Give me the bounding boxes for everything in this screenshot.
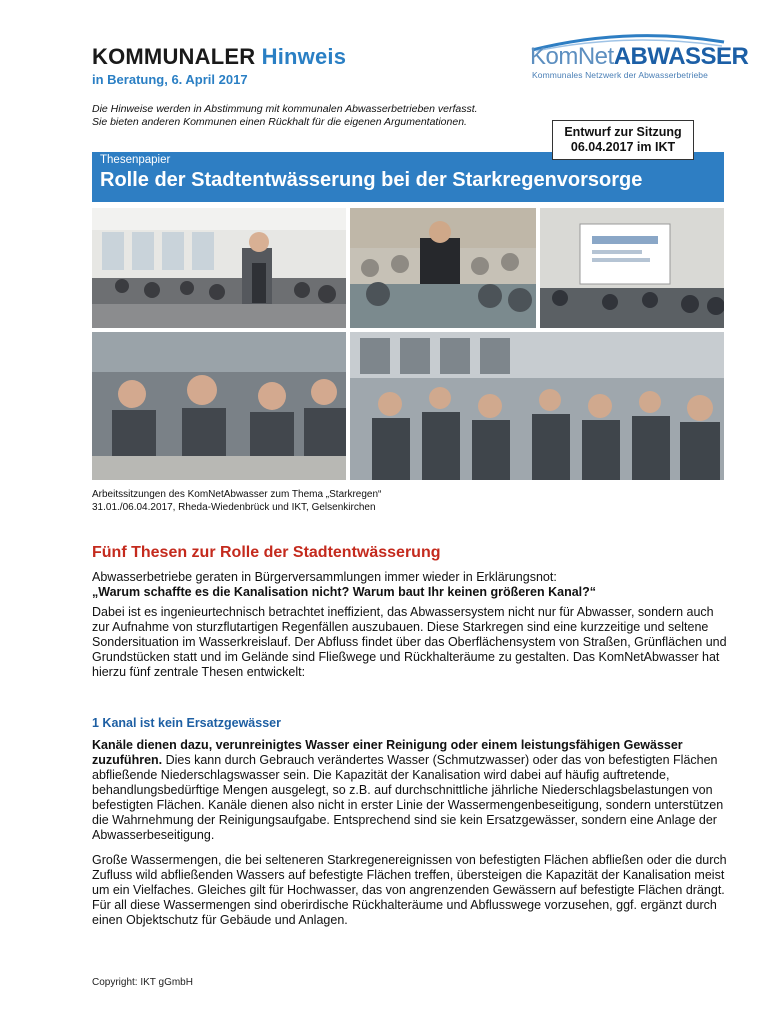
document-title <box>92 44 346 70</box>
paragraph-efficiency: Dabei ist es ingenieurtechnisch betrachtet ineffizient, das Abwassersystem nicht nur für Abwasser, sondern auch zur Aufnahme von sturzflutartigen Regenfällen auszubauen. Diese Starkregen sind eine kurzzeitige und seltene Sondersituation im Wasserkreislauf. Der Abfluss findet über das Oberflächensystem von Straßen, Grünflächen und Grundstücken statt und im Gelände sind Fließwege und Rückhalteräume zu gestalten. Das KomNetAbwasser hat hierzu fünf zentrale Thesen entwickelt: <box>92 605 727 679</box>
logo-part-komnet: KomNet <box>530 43 614 70</box>
thesis-1-bold-lead: Kanäle dienen dazu, verunreinigtes Wasser einer Reinigung oder einem leistungsfähigen Gewässer zuzuführen. <box>92 738 683 767</box>
logo-part-abwasser: ABWASSER <box>613 43 749 70</box>
document-subtitle: in Beratung, 6. April 2017 <box>92 72 248 87</box>
copyright-footer: Copyright: IKT gGmbH <box>92 977 193 988</box>
intro-line-2: Sie bieten anderen Kommunen einen Rückhalt für die eigenen Argumentationen. <box>92 116 467 128</box>
caption-line-1: Arbeitssitzungen des KomNetAbwasser zum Thema „Starkregen“ <box>92 489 382 500</box>
thesis-1-title: 1 Kanal ist kein Ersatzgewässer <box>92 716 281 730</box>
photo-meeting-speaker <box>92 208 346 328</box>
draft-line-1: Entwurf zur Sitzung <box>564 125 682 139</box>
photo-meeting-presentation <box>540 208 724 328</box>
photo-meeting-audience <box>350 332 724 480</box>
logo-tagline: Kommunales Netzwerk der Abwasserbetriebe <box>532 70 708 80</box>
title-part-kommunaler: KOMMUNALER <box>92 44 256 69</box>
banner-label: Thesenpapier <box>100 154 171 166</box>
paragraph-intro-text: Abwasserbetriebe geraten in Bürgerversammlungen immer wieder in Erklärungsnot: <box>92 570 557 584</box>
photo-meeting-officer <box>350 208 536 328</box>
caption-line-2: 31.01./06.04.2017, Rheda-Wiedenbrück und IKT, Gelsenkirchen <box>92 502 376 513</box>
draft-notice-box <box>552 120 694 160</box>
paragraph-intro <box>92 570 732 600</box>
intro-line-1: Die Hinweise werden in Abstimmung mit kommunalen Abwasserbetrieben verfasst. <box>92 103 478 115</box>
question-bold: „Warum schaffte es die Kanalisation nicht? Warum baut Ihr keinen größeren Kanal?“ <box>92 585 597 599</box>
logo-wordmark <box>530 44 748 70</box>
draft-line-2: 06.04.2017 im IKT <box>570 140 676 154</box>
photo-meeting-discussion <box>92 332 346 480</box>
title-part-hinweis: Hinweis <box>261 44 347 69</box>
banner-title: Rolle der Stadtentwässerung bei der Starkregenvorsorge <box>100 169 643 191</box>
paragraph-intro-question <box>92 585 732 600</box>
section-title: Fünf Thesen zur Rolle der Stadtentwässerung <box>92 544 441 561</box>
intro-note <box>92 103 552 129</box>
thesis-1-paragraph <box>92 738 732 843</box>
thesis-1-text: Dies kann durch Gebrauch verändertes Wasser (Schmutzwasser) oder das von befestigten Flächen abfließende Niederschlagswasser sein. Die Kapazität der Kanalisation wird dabei auf häufig auftretende, behandlungsbedürftige Mengen ausgelegt, so z.B. auf durchschnittliche jährliche Niederschlagsbelastungen von befestigten Flächen. Kanäle dienen also nicht in erster Linie der Wassermengenbeseitigung, sondern unterstützen die Wahrnehmung der Reinigungsaufgabe. Entsprechend sind sie kein Ersatzgewässer, sondern eine Anlage der Abwasserbeseitigung. <box>92 753 724 842</box>
photo-caption <box>92 488 381 514</box>
thesis-1-paragraph-2: Große Wassermengen, die bei selteneren Starkregenereignissen von befestigten Flächen abfließen oder die durch Zufluss wild abfließenden Wassers auf befestigte Flächen treffen, übersteigen die Kapazität der Kanalisation meist um ein Vielfaches. Gleiches gilt für Hochwasser, das von angrenzenden Gewässern auf befestigte Flächen drängt. Für all diese Wassermengen sind oberirdische Rückhalteräume und Abflusswege vorzusehen, ggf. ergänzt durch einen Objektschutz für Gebäude und Anlagen. <box>92 853 727 927</box>
komnet-logo <box>528 32 749 84</box>
